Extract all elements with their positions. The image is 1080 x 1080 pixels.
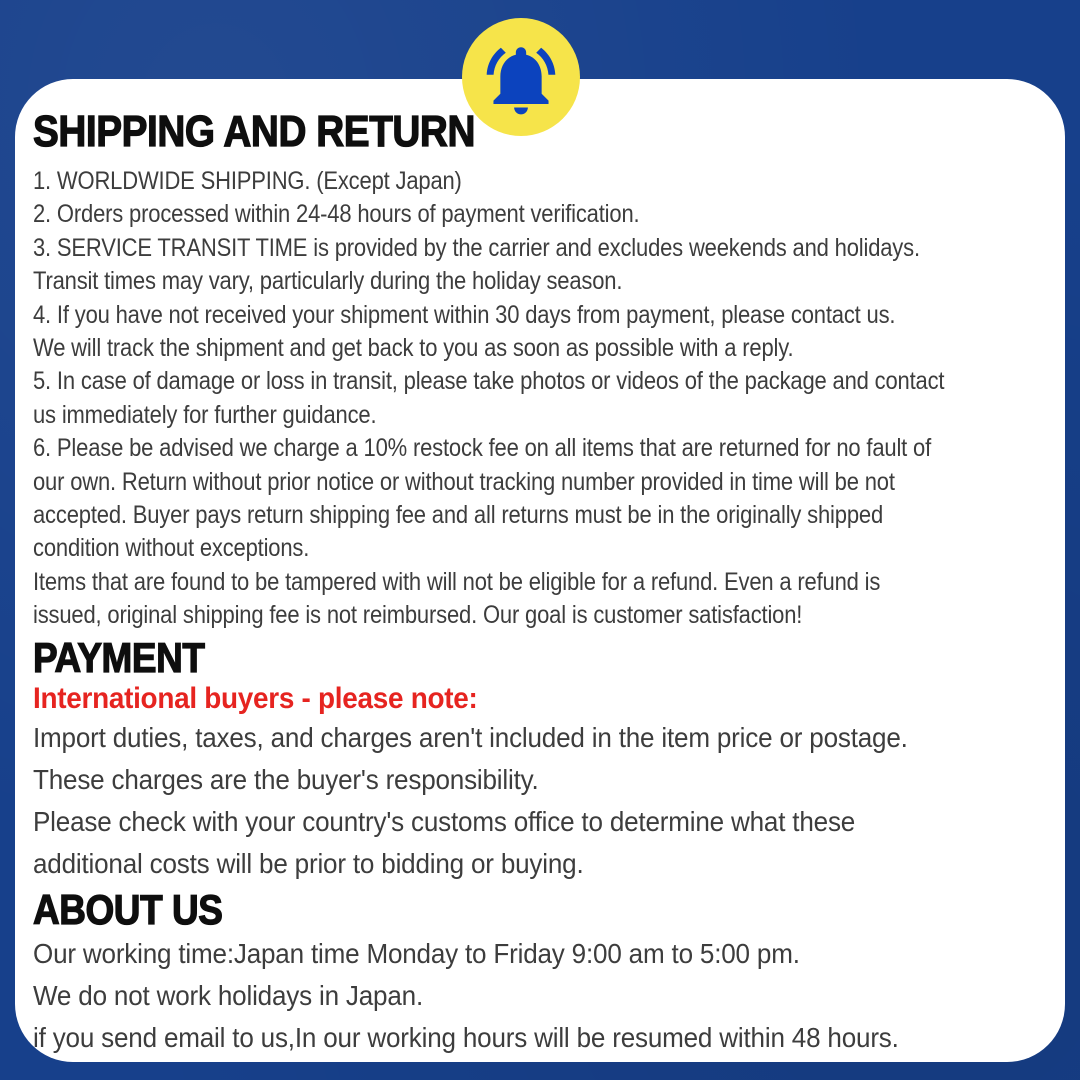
payment-term-line: These charges are the buyer's responsibility.: [33, 763, 539, 795]
shipping-term-line: Items that are found to be tampered with will not be eligible for a refund. Even a refund is: [33, 567, 881, 596]
payment-heading: PAYMENT: [33, 633, 205, 681]
shipping-term-line: Transit times may vary, particularly during the holiday season.: [33, 267, 623, 296]
notification-bell-icon: [462, 18, 580, 136]
about-line: Our working time:Japan time Monday to Friday 9:00 am to 5:00 pm.: [33, 937, 800, 969]
shipping-term-line: 1. WORLDWIDE SHIPPING. (Except Japan): [33, 167, 462, 195]
policy-card: [15, 79, 1065, 1062]
shipping-term-line: condition without exceptions.: [33, 534, 310, 563]
shipping-term-line: us immediately for further guidance.: [33, 400, 377, 429]
international-buyers-note: International buyers - please note:: [33, 681, 478, 715]
about-heading: ABOUT US: [33, 885, 223, 933]
shipping-term-line: 3. SERVICE TRANSIT TIME is provided by the carrier and excludes weekends and holidays.: [33, 233, 920, 262]
about-info: [33, 933, 969, 1059]
shipping-term-line: 2. Orders processed within 24-48 hours of payment verification.: [33, 200, 640, 229]
shipping-heading: SHIPPING AND RETURN: [33, 107, 475, 156]
about-line: We do not work holidays in Japan.: [33, 979, 424, 1011]
payment-term-line: Please check with your country's customs office to determine what these: [33, 805, 856, 837]
payment-terms: [33, 681, 969, 885]
shipping-term-line: our own. Return without prior notice or without tracking number provided in time will be not: [33, 467, 895, 496]
shipping-term-line: 5. In case of damage or loss in transit, please take photos or videos of the package and contact: [33, 367, 945, 396]
shipping-term-line: issued, original shipping fee is not reimbursed. Our goal is customer satisfaction!: [33, 601, 803, 630]
payment-term-line: Import duties, taxes, and charges aren't included in the item price or postage.: [33, 721, 908, 753]
payment-term-line: additional costs will be prior to bidding or buying.: [33, 847, 584, 879]
about-line: if you send email to us,In our working hours will be resumed within 48 hours.: [33, 1021, 899, 1053]
shipping-term-line: We will track the shipment and get back to you as soon as possible with a reply.: [33, 334, 794, 363]
notification-bell-badge: [462, 18, 580, 136]
shipping-term-line: accepted. Buyer pays return shipping fee and all returns must be in the originally shipped: [33, 501, 884, 530]
shipping-terms: [33, 165, 945, 633]
shipping-term-line: 4. If you have not received your shipment within 30 days from payment, please contact us.: [33, 300, 896, 329]
shipping-term-line: 6. Please be advised we charge a 10% restock fee on all items that are returned for no fault of: [33, 434, 932, 463]
